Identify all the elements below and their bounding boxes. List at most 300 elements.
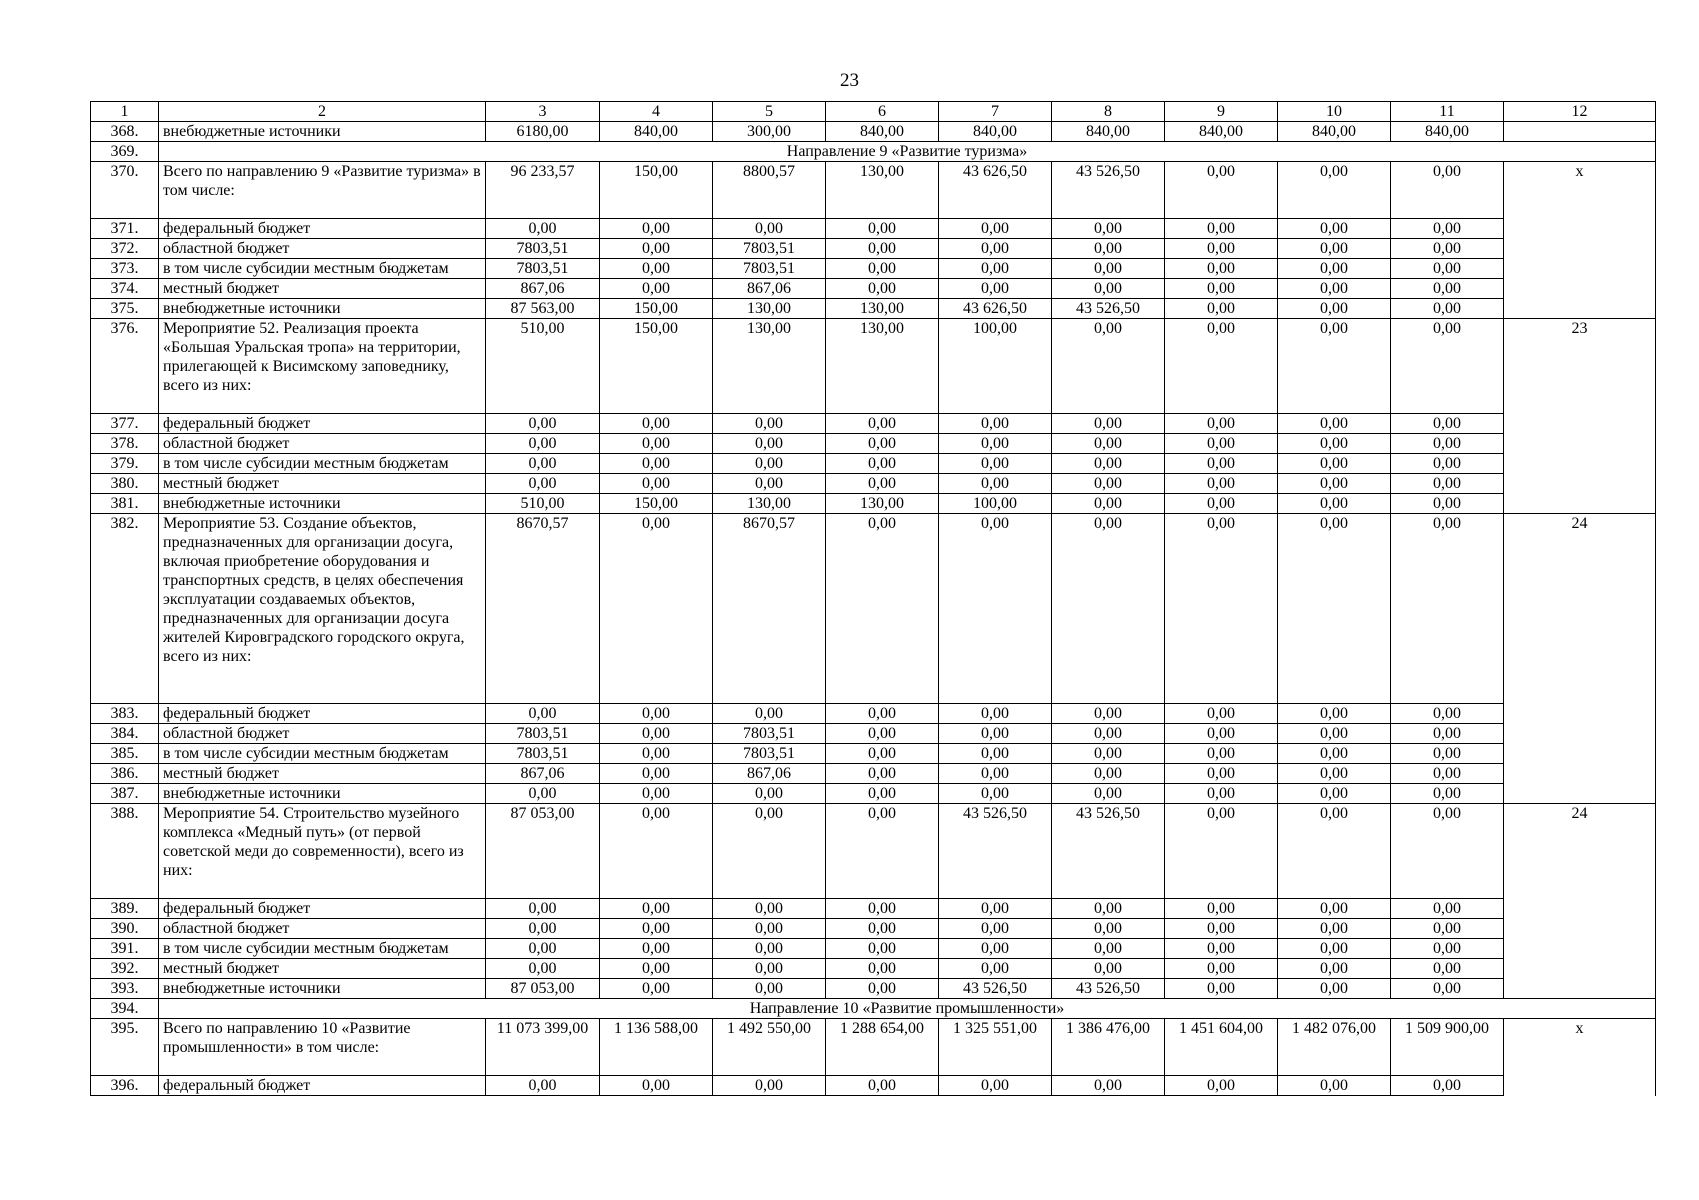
cell-value: 0,00 xyxy=(1278,764,1391,784)
cell-value: 0,00 xyxy=(1278,899,1391,919)
cell-value: 0,00 xyxy=(939,414,1052,434)
cell-value: 867,06 xyxy=(713,279,826,299)
target-indicator-cell xyxy=(1504,122,1656,142)
row-label: Мероприятие 52. Реализация проекта «Большая Уральская тропа» на территории, прилегающей к Висимскому заповеднику, всего из них: xyxy=(159,319,486,414)
cell-value: 130,00 xyxy=(826,162,939,219)
target-indicator-cell: 24 xyxy=(1504,804,1656,899)
cell-value: 0,00 xyxy=(939,959,1052,979)
row-number: 368. xyxy=(91,122,159,142)
cell-value: 0,00 xyxy=(1165,764,1278,784)
cell-value: 510,00 xyxy=(486,494,600,514)
table-row xyxy=(91,724,1656,744)
direction-title: Направление 9 «Развитие туризма» xyxy=(159,142,1656,162)
cell-value: 7803,51 xyxy=(486,744,600,764)
cell-value: 130,00 xyxy=(826,494,939,514)
page-number: 23 xyxy=(840,70,859,91)
table-row xyxy=(91,494,1656,514)
cell-value: 150,00 xyxy=(600,319,713,414)
cell-value: 0,00 xyxy=(1391,979,1504,999)
cell-value: 0,00 xyxy=(1165,279,1278,299)
cell-value: 0,00 xyxy=(939,514,1052,704)
cell-value: 0,00 xyxy=(1052,704,1165,724)
target-indicator-cell xyxy=(1504,454,1656,474)
row-number: 377. xyxy=(91,414,159,434)
table-row xyxy=(91,319,1656,414)
cell-value: 43 626,50 xyxy=(939,162,1052,219)
row-label: федеральный бюджет xyxy=(159,219,486,239)
cell-value: 0,00 xyxy=(1165,939,1278,959)
cell-value: 8800,57 xyxy=(713,162,826,219)
cell-value: 0,00 xyxy=(1052,919,1165,939)
cell-value: 0,00 xyxy=(713,919,826,939)
cell-value: 0,00 xyxy=(1278,434,1391,454)
cell-value: 0,00 xyxy=(826,979,939,999)
cell-value: 0,00 xyxy=(713,979,826,999)
row-number: 386. xyxy=(91,764,159,784)
cell-value: 43 526,50 xyxy=(1052,162,1165,219)
cell-value: 0,00 xyxy=(1391,724,1504,744)
cell-value: 0,00 xyxy=(939,939,1052,959)
cell-value: 0,00 xyxy=(1278,414,1391,434)
row-label: федеральный бюджет xyxy=(159,414,486,434)
cell-value: 0,00 xyxy=(1165,704,1278,724)
table-row xyxy=(91,299,1656,319)
row-number: 372. xyxy=(91,239,159,259)
cell-value: 867,06 xyxy=(713,764,826,784)
cell-value: 0,00 xyxy=(600,1076,713,1096)
cell-value: 0,00 xyxy=(1165,474,1278,494)
cell-value: 0,00 xyxy=(1391,1076,1504,1096)
cell-value: 840,00 xyxy=(939,122,1052,142)
cell-value: 0,00 xyxy=(939,764,1052,784)
cell-value: 0,00 xyxy=(486,454,600,474)
cell-value: 0,00 xyxy=(713,939,826,959)
cell-value: 0,00 xyxy=(1165,744,1278,764)
cell-value: 0,00 xyxy=(826,279,939,299)
cell-value: 0,00 xyxy=(713,804,826,899)
target-indicator-cell: 24 xyxy=(1504,514,1656,704)
cell-value: 43 526,50 xyxy=(1052,979,1165,999)
cell-value: 0,00 xyxy=(486,959,600,979)
column-number: 1 xyxy=(91,102,159,122)
cell-value: 0,00 xyxy=(1391,279,1504,299)
direction-title: Направление 10 «Развитие промышленности» xyxy=(159,999,1656,1019)
cell-value: 43 526,50 xyxy=(939,979,1052,999)
cell-value: 0,00 xyxy=(826,939,939,959)
cell-value: 130,00 xyxy=(826,299,939,319)
cell-value: 0,00 xyxy=(600,784,713,804)
cell-value: 130,00 xyxy=(713,299,826,319)
cell-value: 0,00 xyxy=(1052,744,1165,764)
table-row xyxy=(91,279,1656,299)
cell-value: 7803,51 xyxy=(486,239,600,259)
cell-value: 0,00 xyxy=(1165,899,1278,919)
cell-value: 0,00 xyxy=(826,239,939,259)
table-row xyxy=(91,919,1656,939)
row-number: 384. xyxy=(91,724,159,744)
cell-value: 0,00 xyxy=(826,414,939,434)
table-row xyxy=(91,959,1656,979)
cell-value: 0,00 xyxy=(939,279,1052,299)
cell-value: 0,00 xyxy=(1278,239,1391,259)
cell-value: 840,00 xyxy=(826,122,939,142)
row-label: в том числе субсидии местным бюджетам xyxy=(159,259,486,279)
cell-value: 0,00 xyxy=(1052,764,1165,784)
row-label: областной бюджет xyxy=(159,239,486,259)
cell-value: 150,00 xyxy=(600,494,713,514)
cell-value: 0,00 xyxy=(713,454,826,474)
row-label: местный бюджет xyxy=(159,474,486,494)
cell-value: 6180,00 xyxy=(486,122,600,142)
target-indicator-cell: х xyxy=(1504,162,1656,219)
cell-value: 0,00 xyxy=(1165,494,1278,514)
row-number: 370. xyxy=(91,162,159,219)
cell-value: 1 288 654,00 xyxy=(826,1019,939,1076)
cell-value: 0,00 xyxy=(1391,939,1504,959)
cell-value: 0,00 xyxy=(486,939,600,959)
cell-value: 0,00 xyxy=(1278,919,1391,939)
cell-value: 0,00 xyxy=(1165,239,1278,259)
cell-value: 0,00 xyxy=(826,899,939,919)
cell-value: 0,00 xyxy=(1278,939,1391,959)
cell-value: 7803,51 xyxy=(713,724,826,744)
cell-value: 0,00 xyxy=(1278,162,1391,219)
table-row xyxy=(91,899,1656,919)
cell-value: 0,00 xyxy=(713,704,826,724)
row-label: местный бюджет xyxy=(159,279,486,299)
cell-value: 0,00 xyxy=(1165,162,1278,219)
table-row xyxy=(91,1076,1656,1096)
target-indicator-cell xyxy=(1504,724,1656,744)
cell-value: 0,00 xyxy=(1165,299,1278,319)
row-label: внебюджетные источники xyxy=(159,299,486,319)
cell-value: 0,00 xyxy=(1391,744,1504,764)
cell-value: 7803,51 xyxy=(713,259,826,279)
cell-value: 0,00 xyxy=(1278,959,1391,979)
cell-value: 0,00 xyxy=(826,724,939,744)
cell-value: 0,00 xyxy=(1052,724,1165,744)
target-indicator-cell xyxy=(1504,434,1656,454)
column-number-row xyxy=(91,102,1656,122)
cell-value: 0,00 xyxy=(600,454,713,474)
target-indicator-cell xyxy=(1504,939,1656,959)
row-number: 380. xyxy=(91,474,159,494)
direction-row xyxy=(91,999,1656,1019)
cell-value: 7803,51 xyxy=(486,724,600,744)
cell-value: 0,00 xyxy=(1052,414,1165,434)
cell-value: 43 626,50 xyxy=(939,299,1052,319)
row-number: 369. xyxy=(91,142,159,162)
column-number: 6 xyxy=(826,102,939,122)
row-label: в том числе субсидии местным бюджетам xyxy=(159,939,486,959)
cell-value: 43 526,50 xyxy=(939,804,1052,899)
cell-value: 0,00 xyxy=(1278,514,1391,704)
cell-value: 87 053,00 xyxy=(486,979,600,999)
cell-value: 0,00 xyxy=(1165,414,1278,434)
cell-value: 0,00 xyxy=(600,279,713,299)
cell-value: 510,00 xyxy=(486,319,600,414)
cell-value: 0,00 xyxy=(1165,514,1278,704)
column-number: 12 xyxy=(1504,102,1656,122)
target-indicator-cell xyxy=(1504,704,1656,724)
cell-value: 0,00 xyxy=(1278,454,1391,474)
cell-value: 0,00 xyxy=(1278,784,1391,804)
table-row xyxy=(91,219,1656,239)
cell-value: 0,00 xyxy=(486,704,600,724)
row-label: Всего по направлению 10 «Развитие промышленности» в том числе: xyxy=(159,1019,486,1076)
cell-value: 0,00 xyxy=(713,784,826,804)
cell-value: 0,00 xyxy=(939,919,1052,939)
cell-value: 0,00 xyxy=(1391,704,1504,724)
cell-value: 0,00 xyxy=(486,434,600,454)
cell-value: 0,00 xyxy=(1391,434,1504,454)
target-indicator-cell xyxy=(1504,219,1656,239)
cell-value: 0,00 xyxy=(1052,259,1165,279)
row-label: в том числе субсидии местным бюджетам xyxy=(159,744,486,764)
cell-value: 8670,57 xyxy=(486,514,600,704)
cell-value: 0,00 xyxy=(1278,259,1391,279)
cell-value: 0,00 xyxy=(826,259,939,279)
target-indicator-cell xyxy=(1504,919,1656,939)
row-label: местный бюджет xyxy=(159,959,486,979)
cell-value: 0,00 xyxy=(826,959,939,979)
cell-value: 0,00 xyxy=(600,899,713,919)
column-number: 4 xyxy=(600,102,713,122)
cell-value: 0,00 xyxy=(939,724,1052,744)
row-number: 394. xyxy=(91,999,159,1019)
column-number: 9 xyxy=(1165,102,1278,122)
table-row xyxy=(91,122,1656,142)
table-row xyxy=(91,979,1656,999)
cell-value: 0,00 xyxy=(939,784,1052,804)
row-number: 382. xyxy=(91,514,159,704)
row-number: 387. xyxy=(91,784,159,804)
cell-value: 0,00 xyxy=(1052,434,1165,454)
table-row xyxy=(91,259,1656,279)
table-row xyxy=(91,434,1656,454)
cell-value: 0,00 xyxy=(1052,514,1165,704)
table-row xyxy=(91,514,1656,704)
cell-value: 7803,51 xyxy=(713,239,826,259)
cell-value: 150,00 xyxy=(600,162,713,219)
cell-value: 1 386 476,00 xyxy=(1052,1019,1165,1076)
cell-value: 0,00 xyxy=(1278,219,1391,239)
cell-value: 0,00 xyxy=(826,454,939,474)
cell-value: 0,00 xyxy=(1391,414,1504,434)
row-label: федеральный бюджет xyxy=(159,899,486,919)
row-label: Мероприятие 53. Создание объектов, предназначенных для организации досуга, включая приобретение оборудования и транспортных средств, в целях обеспечения эксплуатации создаваемых объектов, предназначенных для организации досуга жителей Кировградского городского округа, всего из них: xyxy=(159,514,486,704)
target-indicator-cell xyxy=(1504,414,1656,434)
cell-value: 130,00 xyxy=(713,319,826,414)
table-row xyxy=(91,454,1656,474)
cell-value: 0,00 xyxy=(713,434,826,454)
cell-value: 840,00 xyxy=(1165,122,1278,142)
cell-value: 0,00 xyxy=(1278,474,1391,494)
table-row xyxy=(91,804,1656,899)
row-label: местный бюджет xyxy=(159,764,486,784)
cell-value: 0,00 xyxy=(1391,319,1504,414)
target-indicator-cell xyxy=(1504,979,1656,999)
cell-value: 0,00 xyxy=(939,704,1052,724)
target-indicator-cell xyxy=(1504,744,1656,764)
cell-value: 0,00 xyxy=(713,899,826,919)
cell-value: 0,00 xyxy=(939,744,1052,764)
table-row xyxy=(91,162,1656,219)
cell-value: 8670,57 xyxy=(713,514,826,704)
cell-value: 0,00 xyxy=(826,764,939,784)
cell-value: 0,00 xyxy=(1391,804,1504,899)
cell-value: 0,00 xyxy=(1278,319,1391,414)
cell-value: 0,00 xyxy=(1165,804,1278,899)
cell-value: 0,00 xyxy=(713,1076,826,1096)
cell-value: 0,00 xyxy=(1278,299,1391,319)
cell-value: 0,00 xyxy=(713,414,826,434)
cell-value: 0,00 xyxy=(600,744,713,764)
cell-value: 0,00 xyxy=(826,804,939,899)
row-number: 378. xyxy=(91,434,159,454)
cell-value: 0,00 xyxy=(1052,239,1165,259)
cell-value: 0,00 xyxy=(600,219,713,239)
row-number: 391. xyxy=(91,939,159,959)
cell-value: 0,00 xyxy=(1052,899,1165,919)
cell-value: 0,00 xyxy=(486,219,600,239)
table-row xyxy=(91,239,1656,259)
table-row xyxy=(91,1019,1656,1076)
cell-value: 0,00 xyxy=(600,764,713,784)
cell-value: 7803,51 xyxy=(713,744,826,764)
cell-value: 0,00 xyxy=(1165,919,1278,939)
cell-value: 0,00 xyxy=(939,434,1052,454)
cell-value: 1 482 076,00 xyxy=(1278,1019,1391,1076)
cell-value: 1 136 588,00 xyxy=(600,1019,713,1076)
table-row xyxy=(91,939,1656,959)
cell-value: 0,00 xyxy=(1278,979,1391,999)
cell-value: 1 325 551,00 xyxy=(939,1019,1052,1076)
cell-value: 0,00 xyxy=(826,219,939,239)
cell-value: 0,00 xyxy=(1052,784,1165,804)
cell-value: 0,00 xyxy=(1052,319,1165,414)
cell-value: 0,00 xyxy=(600,514,713,704)
row-label: областной бюджет xyxy=(159,724,486,744)
cell-value: 0,00 xyxy=(826,434,939,454)
cell-value: 0,00 xyxy=(600,919,713,939)
cell-value: 43 526,50 xyxy=(1052,299,1165,319)
cell-value: 0,00 xyxy=(939,899,1052,919)
table-row xyxy=(91,744,1656,764)
table-row xyxy=(91,414,1656,434)
cell-value: 0,00 xyxy=(1278,704,1391,724)
cell-value: 43 526,50 xyxy=(1052,804,1165,899)
cell-value: 150,00 xyxy=(600,299,713,319)
cell-value: 300,00 xyxy=(713,122,826,142)
row-label: внебюджетные источники xyxy=(159,784,486,804)
cell-value: 0,00 xyxy=(1391,299,1504,319)
cell-value: 0,00 xyxy=(713,959,826,979)
row-number: 376. xyxy=(91,319,159,414)
target-indicator-cell xyxy=(1504,1076,1656,1096)
cell-value: 0,00 xyxy=(1052,494,1165,514)
cell-value: 96 233,57 xyxy=(486,162,600,219)
cell-value: 0,00 xyxy=(600,939,713,959)
cell-value: 0,00 xyxy=(826,1076,939,1096)
row-label: внебюджетные источники xyxy=(159,122,486,142)
row-label: областной бюджет xyxy=(159,434,486,454)
cell-value: 0,00 xyxy=(600,704,713,724)
cell-value: 0,00 xyxy=(1052,454,1165,474)
cell-value: 0,00 xyxy=(486,899,600,919)
cell-value: 0,00 xyxy=(1278,279,1391,299)
cell-value: 0,00 xyxy=(826,514,939,704)
cell-value: 0,00 xyxy=(486,919,600,939)
cell-value: 0,00 xyxy=(1391,239,1504,259)
target-indicator-cell xyxy=(1504,279,1656,299)
cell-value: 0,00 xyxy=(1165,1076,1278,1096)
cell-value: 0,00 xyxy=(1391,494,1504,514)
cell-value: 11 073 399,00 xyxy=(486,1019,600,1076)
cell-value: 0,00 xyxy=(1391,899,1504,919)
cell-value: 0,00 xyxy=(826,704,939,724)
row-number: 375. xyxy=(91,299,159,319)
cell-value: 0,00 xyxy=(1165,219,1278,239)
cell-value: 0,00 xyxy=(1165,724,1278,744)
row-label: Мероприятие 54. Строительство музейного комплекса «Медный путь» (от первой советской меди до современности), всего из них: xyxy=(159,804,486,899)
cell-value: 867,06 xyxy=(486,764,600,784)
cell-value: 0,00 xyxy=(713,219,826,239)
cell-value: 0,00 xyxy=(600,414,713,434)
cell-value: 840,00 xyxy=(1278,122,1391,142)
cell-value: 0,00 xyxy=(1165,784,1278,804)
column-number: 5 xyxy=(713,102,826,122)
cell-value: 0,00 xyxy=(826,744,939,764)
row-number: 395. xyxy=(91,1019,159,1076)
cell-value: 0,00 xyxy=(1278,494,1391,514)
row-number: 393. xyxy=(91,979,159,999)
cell-value: 0,00 xyxy=(1391,959,1504,979)
cell-value: 0,00 xyxy=(1052,1076,1165,1096)
cell-value: 0,00 xyxy=(600,259,713,279)
cell-value: 0,00 xyxy=(1165,434,1278,454)
cell-value: 0,00 xyxy=(826,784,939,804)
target-indicator-cell: х xyxy=(1504,1019,1656,1076)
row-label: внебюджетные источники xyxy=(159,494,486,514)
column-number: 3 xyxy=(486,102,600,122)
cell-value: 840,00 xyxy=(1052,122,1165,142)
row-label: в том числе субсидии местным бюджетам xyxy=(159,454,486,474)
row-label: федеральный бюджет xyxy=(159,1076,486,1096)
row-label: Всего по направлению 9 «Развитие туризма» в том числе: xyxy=(159,162,486,219)
row-number: 383. xyxy=(91,704,159,724)
cell-value: 0,00 xyxy=(939,1076,1052,1096)
row-number: 392. xyxy=(91,959,159,979)
row-number: 388. xyxy=(91,804,159,899)
cell-value: 0,00 xyxy=(1391,919,1504,939)
cell-value: 0,00 xyxy=(600,804,713,899)
target-indicator-cell xyxy=(1504,299,1656,319)
target-indicator-cell xyxy=(1504,259,1656,279)
cell-value: 0,00 xyxy=(826,474,939,494)
cell-value: 0,00 xyxy=(939,259,1052,279)
cell-value: 0,00 xyxy=(1391,784,1504,804)
column-number: 2 xyxy=(159,102,486,122)
cell-value: 0,00 xyxy=(1052,219,1165,239)
cell-value: 0,00 xyxy=(1278,744,1391,764)
cell-value: 0,00 xyxy=(486,1076,600,1096)
row-label: внебюджетные источники xyxy=(159,979,486,999)
cell-value: 0,00 xyxy=(1165,979,1278,999)
target-indicator-cell xyxy=(1504,959,1656,979)
cell-value: 0,00 xyxy=(600,239,713,259)
target-indicator-cell xyxy=(1504,239,1656,259)
